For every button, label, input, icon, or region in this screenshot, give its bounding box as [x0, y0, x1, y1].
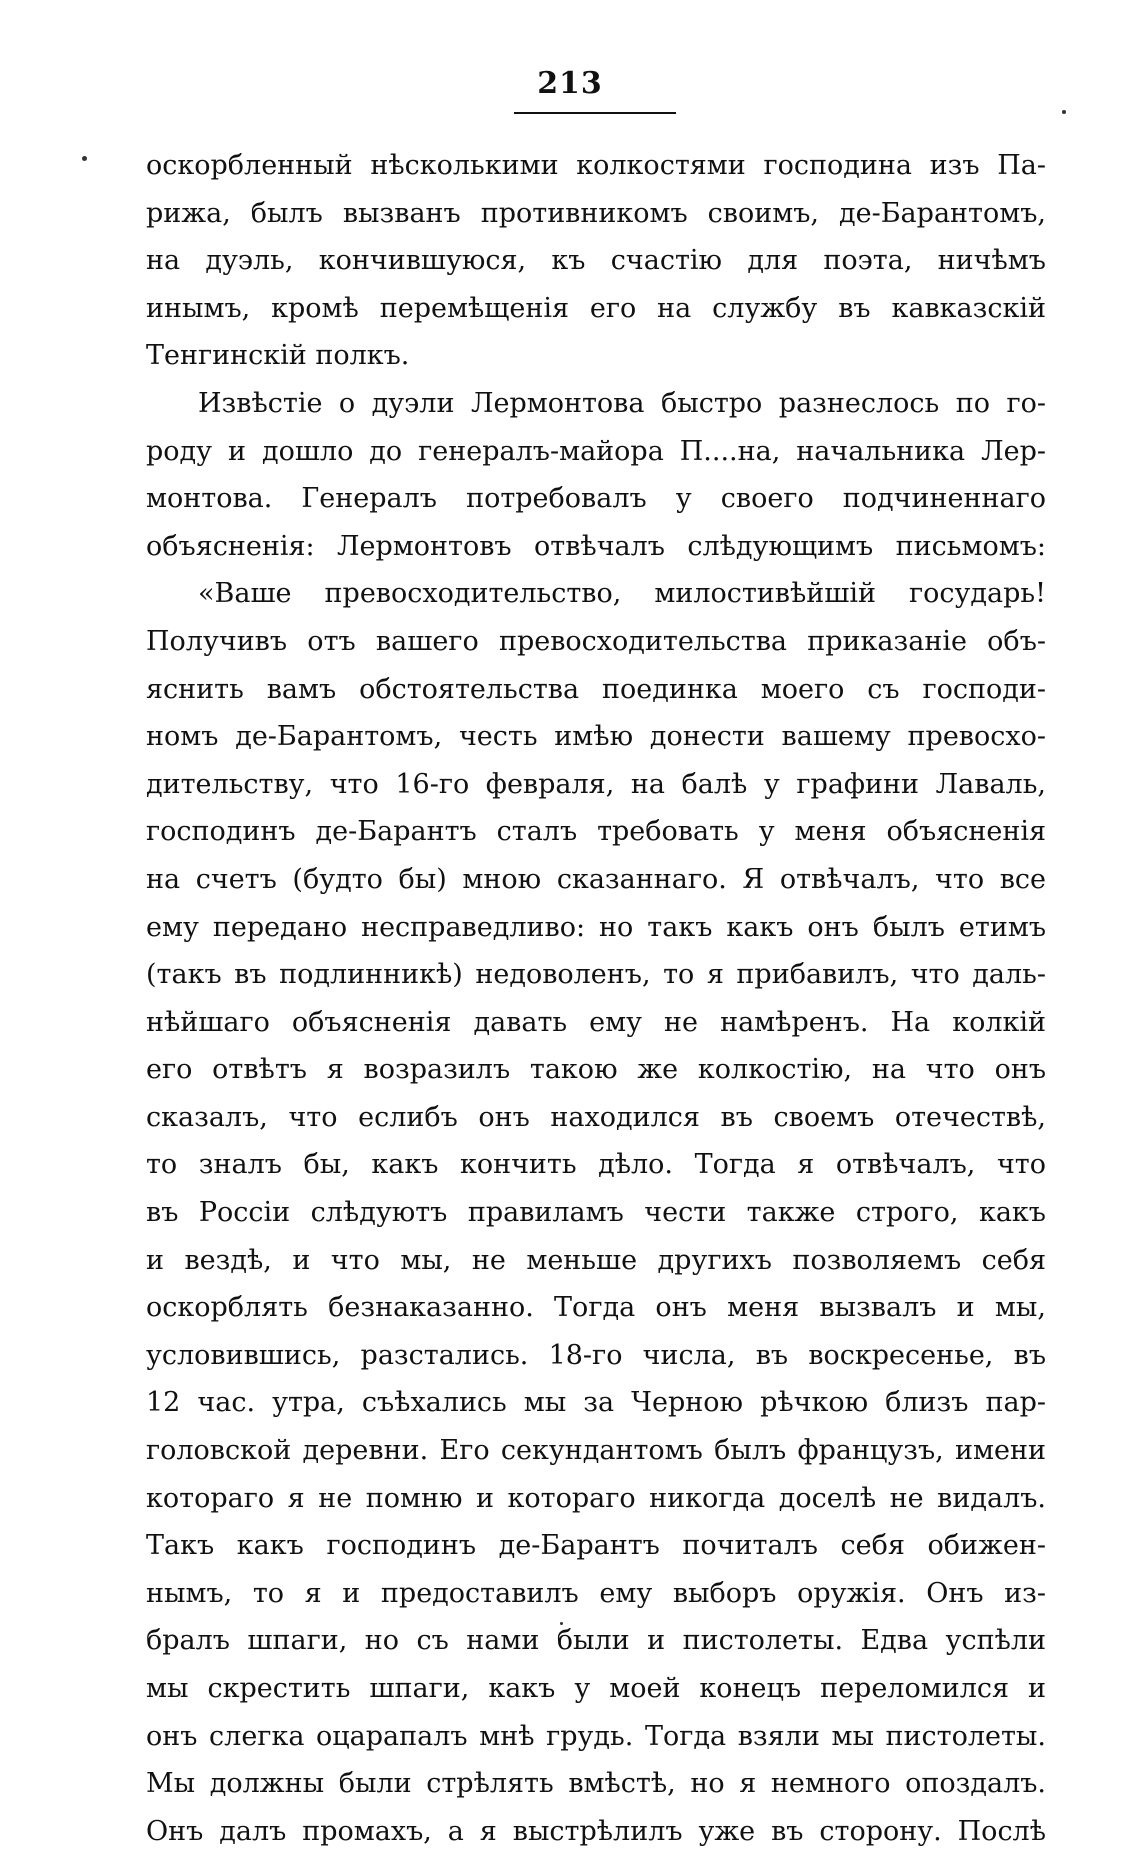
text-line: рижа, былъ вызванъ противникомъ своимъ, де-Барантомъ, [146, 197, 1046, 229]
text-line: 12 час. утра, съѣхались мы за Черною рѣчкою близъ пар- [146, 1387, 1046, 1419]
header-rule [514, 112, 676, 114]
text-line: оскорбленный нѣсколькими колкостями господина изъ Па- [146, 150, 1046, 181]
text-line: номъ де-Барантомъ, честь имѣю донести вашему превосхо- [146, 721, 1046, 753]
text-line: мы скрестить шпаги, какъ у моей конецъ переломился и [146, 1673, 1046, 1704]
text-line: и вездѣ, и что мы, не меньше другихъ позволяемъ себя [146, 1244, 1046, 1276]
text-line: объясненія: Лермонтовъ отвѣчалъ слѣдующимъ письмомъ: [146, 530, 1046, 562]
text-line: онъ слегка оцарапалъ мнѣ грудь. Тогда взяли мы пистолеты. [146, 1720, 1046, 1752]
text-line: условившись, разстались. 18-го числа, въ воскресенье, въ [146, 1339, 1046, 1371]
text-line: Онъ далъ промахъ, а я выстрѣлилъ уже въ сторону. Послѣ [146, 1815, 1046, 1847]
text-line: яснить вамъ обстоятельства поединка моего съ господи- [146, 673, 1046, 705]
text-line: дительству, что 16-го февраля, на балѣ у графини Лаваль, [146, 768, 1046, 800]
text-line: сказалъ, что еслибъ онъ находился въ своемъ отечествѣ, [146, 1101, 1046, 1133]
margin-speck [82, 156, 87, 161]
text-line: Тенгинскій полкъ. [146, 340, 410, 372]
text-line: монтова. Генералъ потребовалъ у своего подчиненнаго [146, 483, 1046, 515]
text-line: его отвѣтъ я возразилъ такою же колкостію, на что онъ [146, 1054, 1046, 1086]
text-line: нѣйшаго объясненія давать ему не намѣренъ. На колкій [146, 1006, 1046, 1038]
text-line: ему передано несправедливо: но такъ какъ онъ былъ етимъ [146, 911, 1046, 943]
text-line: на дуэль, кончившуюся, къ счастію для поэта, ничѣмъ [146, 245, 1046, 277]
text-line: Мы должны были стрѣлять вмѣстѣ, но я немного опоздалъ. [146, 1768, 1046, 1800]
text-line: «Ваше превосходительство, милостивѣйшій государь! [198, 578, 1046, 610]
page-number: 213 [537, 66, 603, 101]
text-line: господинъ де-Барантъ сталъ требовать у меня объясненія [146, 816, 1046, 848]
text-body [146, 142, 1046, 1855]
text-line: нымъ, то я и предоставилъ ему выборъ оружія. Онъ из- [146, 1577, 1046, 1609]
text-line: Получивъ отъ вашего превосходительства приказаніе объ- [146, 625, 1046, 657]
text-line: котораго я не помню и котораго никогда доселѣ не видалъ. [146, 1482, 1046, 1514]
margin-speck [1062, 110, 1066, 114]
text-line: Такъ какъ господинъ де-Барантъ почиталъ себя обижен- [146, 1530, 1046, 1562]
text-line: бралъ шпаги, но съ нами были и пистолеты. Едва успѣли [146, 1625, 1046, 1657]
text-line: на счетъ (будто бы) мною сказаннаго. Я отвѣчалъ, что все [146, 863, 1046, 895]
text-line: оскорблять безнаказанно. Тогда онъ меня вызвалъ и мы, [146, 1292, 1046, 1324]
text-line: головской деревни. Его секундантомъ былъ французъ, имени [146, 1435, 1046, 1467]
text-line: (такъ въ подлинникѣ) недоволенъ, то я прибавилъ, что даль- [146, 959, 1046, 991]
text-line: роду и дошло до генералъ-майора П....на, начальника Лер- [146, 435, 1046, 467]
text-line: инымъ, кромѣ перемѣщенія его на службу въ кавказскій [146, 292, 1046, 324]
text-line: то зналъ бы, какъ кончить дѣло. Тогда я отвѣчалъ, что [146, 1149, 1046, 1181]
text-line: въ Россіи слѣдуютъ правиламъ чести также строго, какъ [146, 1197, 1046, 1229]
text-line: Извѣстіе о дуэли Лермонтова быстро разнеслось по го- [198, 387, 1046, 419]
